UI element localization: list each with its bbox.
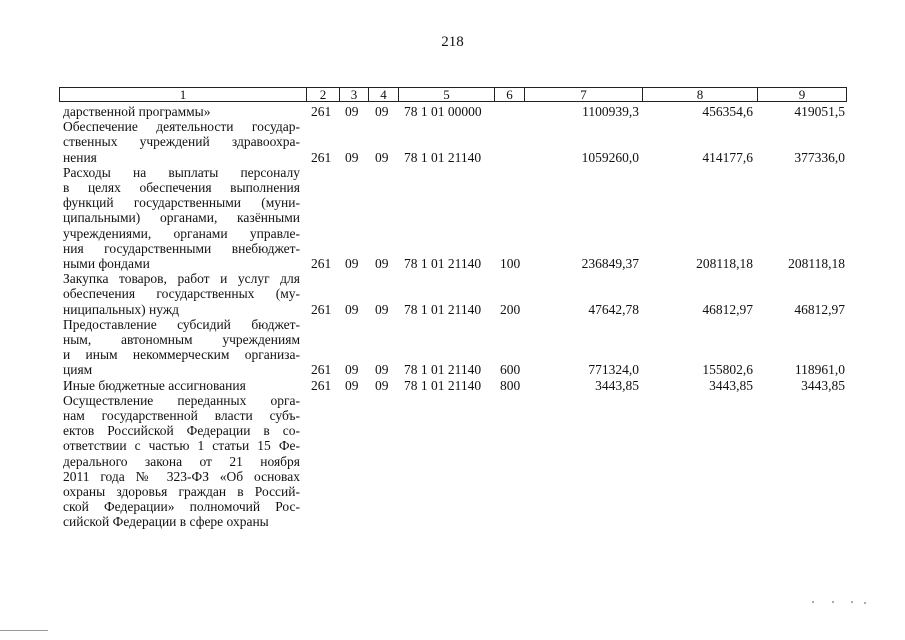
header-col-5: 5 [399, 88, 495, 101]
row-name-line: и иным некоммерческим организа- [63, 347, 300, 363]
cell-sec: 09 [345, 255, 359, 271]
cell-v7: 236849,37 [581, 255, 639, 271]
cell-sub: 09 [375, 255, 389, 271]
cell-v7: 1100939,3 [582, 104, 639, 119]
row-name-line: ния государственными внебюджет- [63, 240, 300, 256]
scan-dot [851, 601, 853, 603]
row-name-line: нам государственной власти субъ- [63, 408, 300, 423]
row-name [63, 317, 300, 378]
cell-v8: 414177,6 [702, 149, 753, 165]
cell-grp: 261 [311, 255, 332, 271]
cell-sec: 09 [345, 362, 359, 378]
cell-v7: 47642,78 [588, 301, 639, 317]
cell-sub: 09 [375, 377, 389, 393]
row-name-line: в целях обеспечения выполнения [63, 180, 300, 195]
row-name-line: Иные бюджетные ассигнования [63, 377, 246, 393]
scan-dot [832, 601, 834, 603]
row-name-line: Осуществление переданных орга- [63, 392, 300, 408]
cell-sec: 09 [345, 104, 359, 119]
cell-art: 78 1 01 21140 [404, 377, 482, 393]
cell-v8: 155802,6 [702, 362, 753, 378]
row-name-line: нения [63, 149, 97, 165]
cell-vr: 200 [500, 301, 521, 317]
header-col-8: 8 [643, 88, 758, 101]
row-name-line: 2011 года № 323-ФЗ «Об основах [63, 468, 300, 484]
cell-v8: 456354,6 [702, 104, 753, 119]
row-name-line: сийской Федерации в сфере охраны [63, 514, 269, 530]
table-header [59, 87, 847, 102]
cell-v8: 208118,18 [696, 255, 753, 271]
row-name-line: обеспечения государственных (му- [63, 286, 300, 302]
row-name [63, 104, 300, 119]
cell-sub: 09 [375, 104, 389, 119]
header-col-6: 6 [495, 88, 525, 101]
row-name-line: ответствии с частью 1 статьи 15 Фе- [63, 438, 300, 454]
row-name [63, 119, 300, 165]
row-name-line: охраны здоровья граждан в Россий- [63, 484, 300, 500]
cell-grp: 261 [311, 104, 332, 119]
row-name [63, 378, 300, 393]
page-number: 218 [441, 34, 464, 50]
cell-vr: 100 [500, 255, 521, 271]
scan-dot [812, 601, 814, 603]
header-col-2: 2 [307, 88, 340, 101]
cell-v8: 3443,85 [709, 377, 753, 393]
cell-vr: 600 [500, 362, 521, 378]
cell-sec: 09 [345, 149, 359, 165]
cell-sub: 09 [375, 301, 389, 317]
header-col-1: 1 [60, 88, 307, 101]
row-name-line: ципальными) органами, казёнными [63, 210, 300, 226]
cell-vr: 800 [500, 377, 521, 393]
row-name-line: учреждениями, органами управле- [63, 225, 300, 241]
row-name-line: функций государственными (муни- [63, 195, 300, 211]
cell-v7: 771324,0 [588, 362, 639, 378]
row-name-line: дерального закона от 21 ноября [63, 453, 300, 469]
row-name-line: Обеспечение деятельности государ- [63, 119, 300, 135]
cell-sub: 09 [375, 149, 389, 165]
cell-v8: 46812,97 [702, 301, 753, 317]
cell-v7: 3443,85 [595, 377, 639, 393]
row-name-line: ской Федерации» полномочий Рос- [63, 499, 300, 515]
header-col-4: 4 [369, 88, 399, 101]
cell-sub: 09 [375, 362, 389, 378]
cell-art: 78 1 01 21140 [404, 149, 482, 165]
cell-v9: 118961,0 [794, 362, 845, 378]
header-col-7: 7 [525, 88, 643, 101]
row-name-line: циям [63, 362, 93, 378]
cell-sec: 09 [345, 301, 359, 317]
cell-grp: 261 [311, 149, 332, 165]
row-name-line: ным, автономным учреждениям [63, 332, 300, 347]
header-col-3: 3 [340, 88, 369, 101]
row-name-line: дарственной программы» [63, 104, 211, 119]
cell-v9: 3443,85 [801, 377, 845, 393]
cell-art: 78 1 01 21140 [404, 255, 482, 271]
scan-edge-mark [0, 630, 48, 631]
row-name-line: Предоставление субсидий бюджет- [63, 316, 300, 332]
cell-v9: 377336,0 [794, 149, 845, 165]
cell-sec: 09 [345, 377, 359, 393]
header-col-9: 9 [798, 87, 806, 102]
cell-grp: 261 [311, 301, 332, 317]
row-name-line: ственных учреждений здравоохра- [63, 134, 300, 150]
row-name [63, 271, 300, 317]
row-name-line: ектов Российской Федерации в со- [63, 423, 300, 439]
cell-art: 78 1 01 21140 [404, 301, 482, 317]
cell-v9: 208118,18 [788, 255, 845, 271]
cell-art: 78 1 01 00000 [404, 104, 482, 119]
cell-art: 78 1 01 21140 [404, 362, 482, 378]
row-name [63, 393, 300, 530]
cell-v7: 1059260,0 [581, 149, 639, 165]
row-name-line: Закупка товаров, работ и услуг для [63, 271, 300, 287]
cell-v9: 46812,97 [794, 301, 845, 317]
cell-v9: 419051,5 [794, 104, 845, 119]
row-name [63, 165, 300, 271]
cell-grp: 261 [311, 362, 332, 378]
row-name-line: ными фондами [63, 256, 150, 272]
scan-dot [864, 602, 866, 604]
row-name-line: Расходы на выплаты персоналу [63, 164, 300, 180]
cell-grp: 261 [311, 377, 332, 393]
row-name-line: ниципальных) нужд [63, 301, 180, 317]
